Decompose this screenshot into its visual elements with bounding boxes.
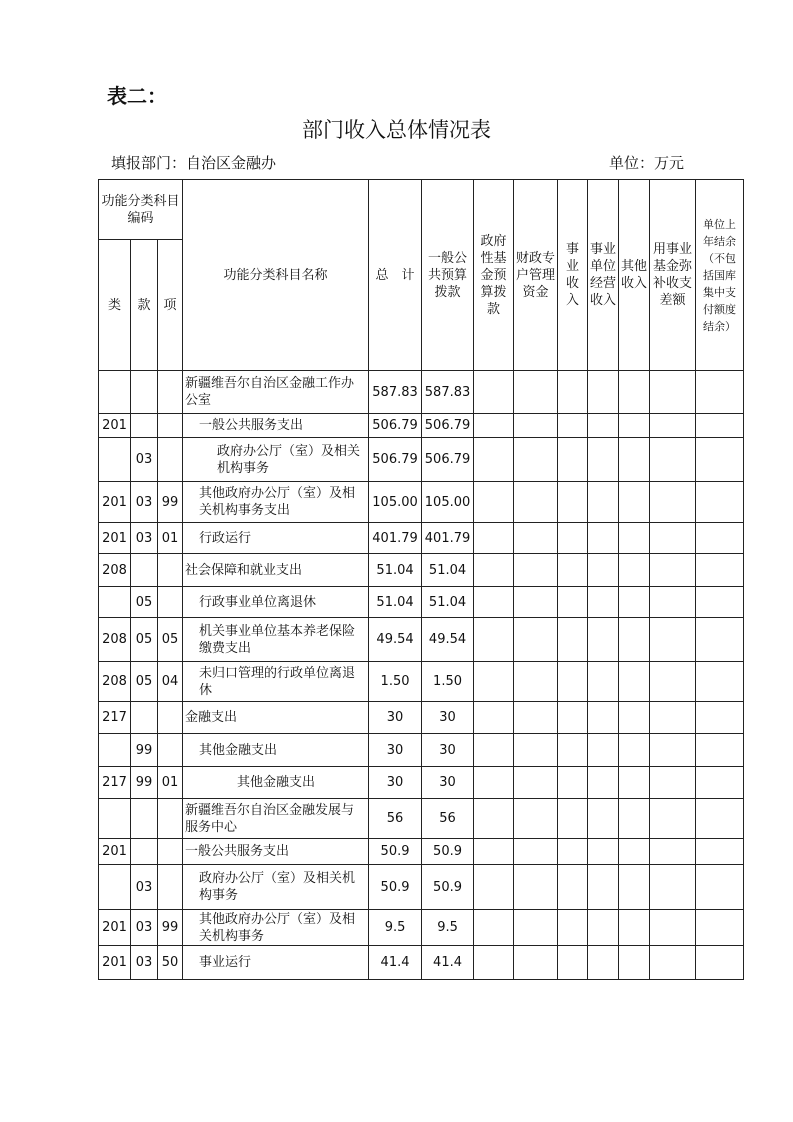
cell-empty	[558, 482, 588, 523]
table-row	[99, 839, 744, 865]
cell-lei	[99, 799, 131, 839]
cell-xiang	[158, 839, 183, 865]
cell-xiang	[158, 371, 183, 414]
cell-empty	[696, 839, 744, 865]
cell-empty	[650, 618, 696, 662]
header-xiang: 项	[158, 240, 183, 371]
cell-empty	[588, 946, 619, 980]
cell-empty	[558, 734, 588, 767]
cell-lei	[99, 587, 131, 618]
cell-name: 社会保障和就业支出	[183, 554, 369, 587]
table-row	[99, 414, 744, 438]
cell-empty	[558, 587, 588, 618]
cell-name: 其他金融支出	[183, 734, 369, 767]
cell-kuan: 99	[131, 734, 158, 767]
table-row	[99, 482, 744, 523]
cell-empty	[474, 865, 514, 910]
cell-kuan: 03	[131, 910, 158, 946]
cell-empty	[474, 799, 514, 839]
cell-lei: 201	[99, 482, 131, 523]
page-title: 部门收入总体情况表	[302, 118, 491, 142]
cell-empty	[650, 482, 696, 523]
cell-lei: 201	[99, 523, 131, 554]
header-mibu: 用事业基金弥补收支差额	[650, 180, 696, 371]
cell-empty	[650, 702, 696, 734]
cell-empty	[474, 767, 514, 799]
cell-empty	[650, 767, 696, 799]
cell-name: 一般公共服务支出	[183, 414, 369, 438]
cell-kuan	[131, 371, 158, 414]
cell-xiang: 04	[158, 662, 183, 702]
cell-empty	[650, 799, 696, 839]
cell-xiang	[158, 702, 183, 734]
cell-empty	[558, 767, 588, 799]
cell-empty	[619, 734, 650, 767]
cell-kuan	[131, 702, 158, 734]
cell-name: 新疆维吾尔自治区金融发展与服务中心	[183, 799, 369, 839]
cell-empty	[514, 371, 558, 414]
cell-empty	[588, 767, 619, 799]
cell-empty	[588, 414, 619, 438]
cell-kuan: 05	[131, 618, 158, 662]
cell-lei	[99, 734, 131, 767]
header-special: 财政专户管理资金	[514, 180, 558, 371]
cell-lei: 208	[99, 554, 131, 587]
cell-empty	[696, 414, 744, 438]
cell-empty	[619, 839, 650, 865]
cell-empty	[650, 662, 696, 702]
cell-xiang	[158, 799, 183, 839]
cell-empty	[558, 799, 588, 839]
cell-total: 51.04	[369, 587, 422, 618]
cell-empty	[650, 371, 696, 414]
cell-total: 506.79	[369, 414, 422, 438]
cell-name: 政府办公厅（室）及相关机构事务	[183, 438, 369, 482]
pre-title: 表二：	[107, 84, 167, 108]
cell-empty	[514, 523, 558, 554]
cell-empty	[650, 523, 696, 554]
table-row	[99, 618, 744, 662]
cell-total: 50.9	[369, 839, 422, 865]
cell-lei: 201	[99, 946, 131, 980]
cell-general: 506.79	[422, 414, 474, 438]
cell-empty	[514, 414, 558, 438]
cell-empty	[650, 946, 696, 980]
cell-xiang	[158, 587, 183, 618]
cell-empty	[474, 523, 514, 554]
header-name: 功能分类科目名称	[183, 180, 369, 371]
cell-name: 未归口管理的行政单位离退休	[183, 662, 369, 702]
cell-empty	[696, 910, 744, 946]
cell-xiang: 99	[158, 910, 183, 946]
cell-empty	[650, 414, 696, 438]
cell-empty	[514, 734, 558, 767]
cell-empty	[588, 618, 619, 662]
cell-empty	[514, 839, 558, 865]
cell-general: 1.50	[422, 662, 474, 702]
cell-xiang: 50	[158, 946, 183, 980]
cell-total: 1.50	[369, 662, 422, 702]
cell-empty	[650, 839, 696, 865]
cell-total: 30	[369, 702, 422, 734]
cell-empty	[619, 662, 650, 702]
cell-empty	[650, 910, 696, 946]
cell-empty	[558, 702, 588, 734]
unit-label: 单位：万元	[609, 154, 685, 172]
table-row	[99, 587, 744, 618]
cell-empty	[588, 910, 619, 946]
cell-empty	[650, 587, 696, 618]
cell-lei: 201	[99, 414, 131, 438]
cell-total: 41.4	[369, 946, 422, 980]
cell-xiang: 01	[158, 767, 183, 799]
cell-empty	[696, 702, 744, 734]
cell-kuan: 03	[131, 482, 158, 523]
cell-empty	[650, 438, 696, 482]
header-code-group: 功能分类科目编码	[99, 180, 183, 240]
cell-empty	[558, 910, 588, 946]
cell-empty	[588, 482, 619, 523]
cell-lei: 217	[99, 702, 131, 734]
header-jieyu: 单位上年结余（不包括国库集中支付额度结余）	[696, 180, 744, 371]
cell-empty	[696, 734, 744, 767]
cell-empty	[588, 865, 619, 910]
header-lei: 类	[99, 240, 131, 371]
header-kuan: 款	[131, 240, 158, 371]
cell-empty	[619, 482, 650, 523]
cell-kuan	[131, 799, 158, 839]
cell-empty	[558, 618, 588, 662]
header-jingying: 事业单位经营收入	[588, 180, 619, 371]
cell-name: 政府办公厅（室）及相关机构事务	[183, 865, 369, 910]
cell-empty	[588, 702, 619, 734]
cell-lei: 208	[99, 618, 131, 662]
cell-empty	[696, 662, 744, 702]
cell-lei: 208	[99, 662, 131, 702]
cell-total: 105.00	[369, 482, 422, 523]
cell-general: 49.54	[422, 618, 474, 662]
cell-empty	[514, 482, 558, 523]
cell-kuan: 05	[131, 587, 158, 618]
cell-empty	[474, 371, 514, 414]
cell-kuan: 99	[131, 767, 158, 799]
cell-general: 56	[422, 799, 474, 839]
cell-empty	[514, 618, 558, 662]
cell-empty	[696, 618, 744, 662]
cell-empty	[474, 554, 514, 587]
table-row	[99, 910, 744, 946]
cell-empty	[619, 438, 650, 482]
cell-empty	[514, 767, 558, 799]
cell-kuan: 03	[131, 865, 158, 910]
cell-empty	[558, 371, 588, 414]
cell-empty	[696, 371, 744, 414]
cell-empty	[619, 767, 650, 799]
header-total: 总 计	[369, 180, 422, 371]
cell-empty	[558, 865, 588, 910]
cell-empty	[588, 587, 619, 618]
cell-empty	[474, 414, 514, 438]
cell-general: 50.9	[422, 839, 474, 865]
cell-general: 51.04	[422, 554, 474, 587]
cell-empty	[619, 618, 650, 662]
cell-empty	[474, 618, 514, 662]
cell-empty	[588, 371, 619, 414]
cell-empty	[514, 946, 558, 980]
cell-empty	[558, 554, 588, 587]
cell-empty	[558, 438, 588, 482]
cell-name: 行政运行	[183, 523, 369, 554]
cell-general: 30	[422, 734, 474, 767]
header-qita: 其他收入	[619, 180, 650, 371]
table-row	[99, 946, 744, 980]
cell-general: 30	[422, 702, 474, 734]
cell-kuan	[131, 554, 158, 587]
header-shiye: 事业收入	[558, 180, 588, 371]
cell-empty	[696, 523, 744, 554]
cell-empty	[619, 910, 650, 946]
cell-kuan	[131, 414, 158, 438]
cell-name: 金融支出	[183, 702, 369, 734]
cell-total: 506.79	[369, 438, 422, 482]
cell-total: 401.79	[369, 523, 422, 554]
cell-empty	[474, 438, 514, 482]
cell-empty	[588, 523, 619, 554]
cell-empty	[619, 414, 650, 438]
cell-name: 其他金融支出	[183, 767, 369, 799]
table-row	[99, 438, 744, 482]
cell-kuan: 03	[131, 946, 158, 980]
cell-lei: 201	[99, 839, 131, 865]
cell-empty	[588, 799, 619, 839]
cell-empty	[474, 702, 514, 734]
cell-general: 30	[422, 767, 474, 799]
cell-empty	[696, 946, 744, 980]
cell-empty	[514, 910, 558, 946]
cell-empty	[588, 438, 619, 482]
cell-xiang	[158, 414, 183, 438]
cell-total: 587.83	[369, 371, 422, 414]
cell-empty	[696, 865, 744, 910]
cell-total: 9.5	[369, 910, 422, 946]
cell-total: 30	[369, 734, 422, 767]
cell-empty	[619, 799, 650, 839]
cell-total: 30	[369, 767, 422, 799]
cell-empty	[514, 702, 558, 734]
cell-empty	[558, 523, 588, 554]
table-row	[99, 371, 744, 414]
cell-kuan	[131, 839, 158, 865]
header-general: 一般公共预算拨款	[422, 180, 474, 371]
cell-name: 一般公共服务支出	[183, 839, 369, 865]
cell-empty	[558, 946, 588, 980]
cell-general: 506.79	[422, 438, 474, 482]
cell-general: 41.4	[422, 946, 474, 980]
cell-empty	[474, 910, 514, 946]
cell-name: 其他政府办公厅（室）及相关机构事务支出	[183, 482, 369, 523]
cell-general: 50.9	[422, 865, 474, 910]
cell-general: 105.00	[422, 482, 474, 523]
cell-empty	[619, 702, 650, 734]
cell-name: 机关事业单位基本养老保险缴费支出	[183, 618, 369, 662]
table-row	[99, 702, 744, 734]
cell-empty	[696, 438, 744, 482]
header-fund: 政府性基金预算拨款	[474, 180, 514, 371]
cell-empty	[474, 734, 514, 767]
cell-empty	[619, 946, 650, 980]
cell-empty	[696, 767, 744, 799]
cell-empty	[588, 839, 619, 865]
cell-empty	[588, 662, 619, 702]
cell-total: 56	[369, 799, 422, 839]
cell-empty	[650, 554, 696, 587]
table-row	[99, 865, 744, 910]
cell-name: 其他政府办公厅（室）及相关机构事务	[183, 910, 369, 946]
table-row	[99, 554, 744, 587]
cell-kuan: 03	[131, 523, 158, 554]
table-row	[99, 767, 744, 799]
cell-empty	[619, 865, 650, 910]
cell-general: 51.04	[422, 587, 474, 618]
cell-empty	[514, 438, 558, 482]
cell-total: 49.54	[369, 618, 422, 662]
cell-general: 9.5	[422, 910, 474, 946]
cell-empty	[619, 554, 650, 587]
cell-general: 401.79	[422, 523, 474, 554]
cell-empty	[619, 587, 650, 618]
cell-empty	[514, 865, 558, 910]
cell-empty	[619, 523, 650, 554]
cell-lei	[99, 438, 131, 482]
cell-xiang	[158, 554, 183, 587]
cell-empty	[696, 587, 744, 618]
cell-empty	[588, 734, 619, 767]
cell-lei	[99, 371, 131, 414]
cell-empty	[474, 587, 514, 618]
cell-empty	[588, 554, 619, 587]
cell-empty	[514, 799, 558, 839]
cell-empty	[619, 371, 650, 414]
cell-xiang	[158, 734, 183, 767]
cell-xiang: 99	[158, 482, 183, 523]
cell-empty	[650, 734, 696, 767]
cell-empty	[474, 839, 514, 865]
dept-label: 填报部门：自治区金融办	[111, 154, 277, 172]
cell-empty	[474, 946, 514, 980]
cell-name: 行政事业单位离退休	[183, 587, 369, 618]
cell-general: 587.83	[422, 371, 474, 414]
cell-empty	[558, 662, 588, 702]
cell-empty	[696, 554, 744, 587]
table-row	[99, 799, 744, 839]
cell-kuan: 03	[131, 438, 158, 482]
cell-xiang: 01	[158, 523, 183, 554]
cell-empty	[474, 482, 514, 523]
cell-total: 50.9	[369, 865, 422, 910]
cell-empty	[696, 799, 744, 839]
cell-xiang	[158, 865, 183, 910]
cell-empty	[650, 865, 696, 910]
cell-total: 51.04	[369, 554, 422, 587]
table-row	[99, 734, 744, 767]
cell-empty	[514, 662, 558, 702]
cell-name: 新疆维吾尔自治区金融工作办公室	[183, 371, 369, 414]
cell-lei	[99, 865, 131, 910]
cell-empty	[474, 662, 514, 702]
cell-empty	[558, 839, 588, 865]
cell-empty	[696, 482, 744, 523]
cell-lei: 217	[99, 767, 131, 799]
table-row	[99, 662, 744, 702]
income-table	[98, 179, 744, 980]
table-row	[99, 523, 744, 554]
cell-kuan: 05	[131, 662, 158, 702]
cell-empty	[558, 414, 588, 438]
cell-xiang: 05	[158, 618, 183, 662]
cell-name: 事业运行	[183, 946, 369, 980]
cell-empty	[514, 554, 558, 587]
cell-xiang	[158, 438, 183, 482]
cell-empty	[514, 587, 558, 618]
cell-lei: 201	[99, 910, 131, 946]
